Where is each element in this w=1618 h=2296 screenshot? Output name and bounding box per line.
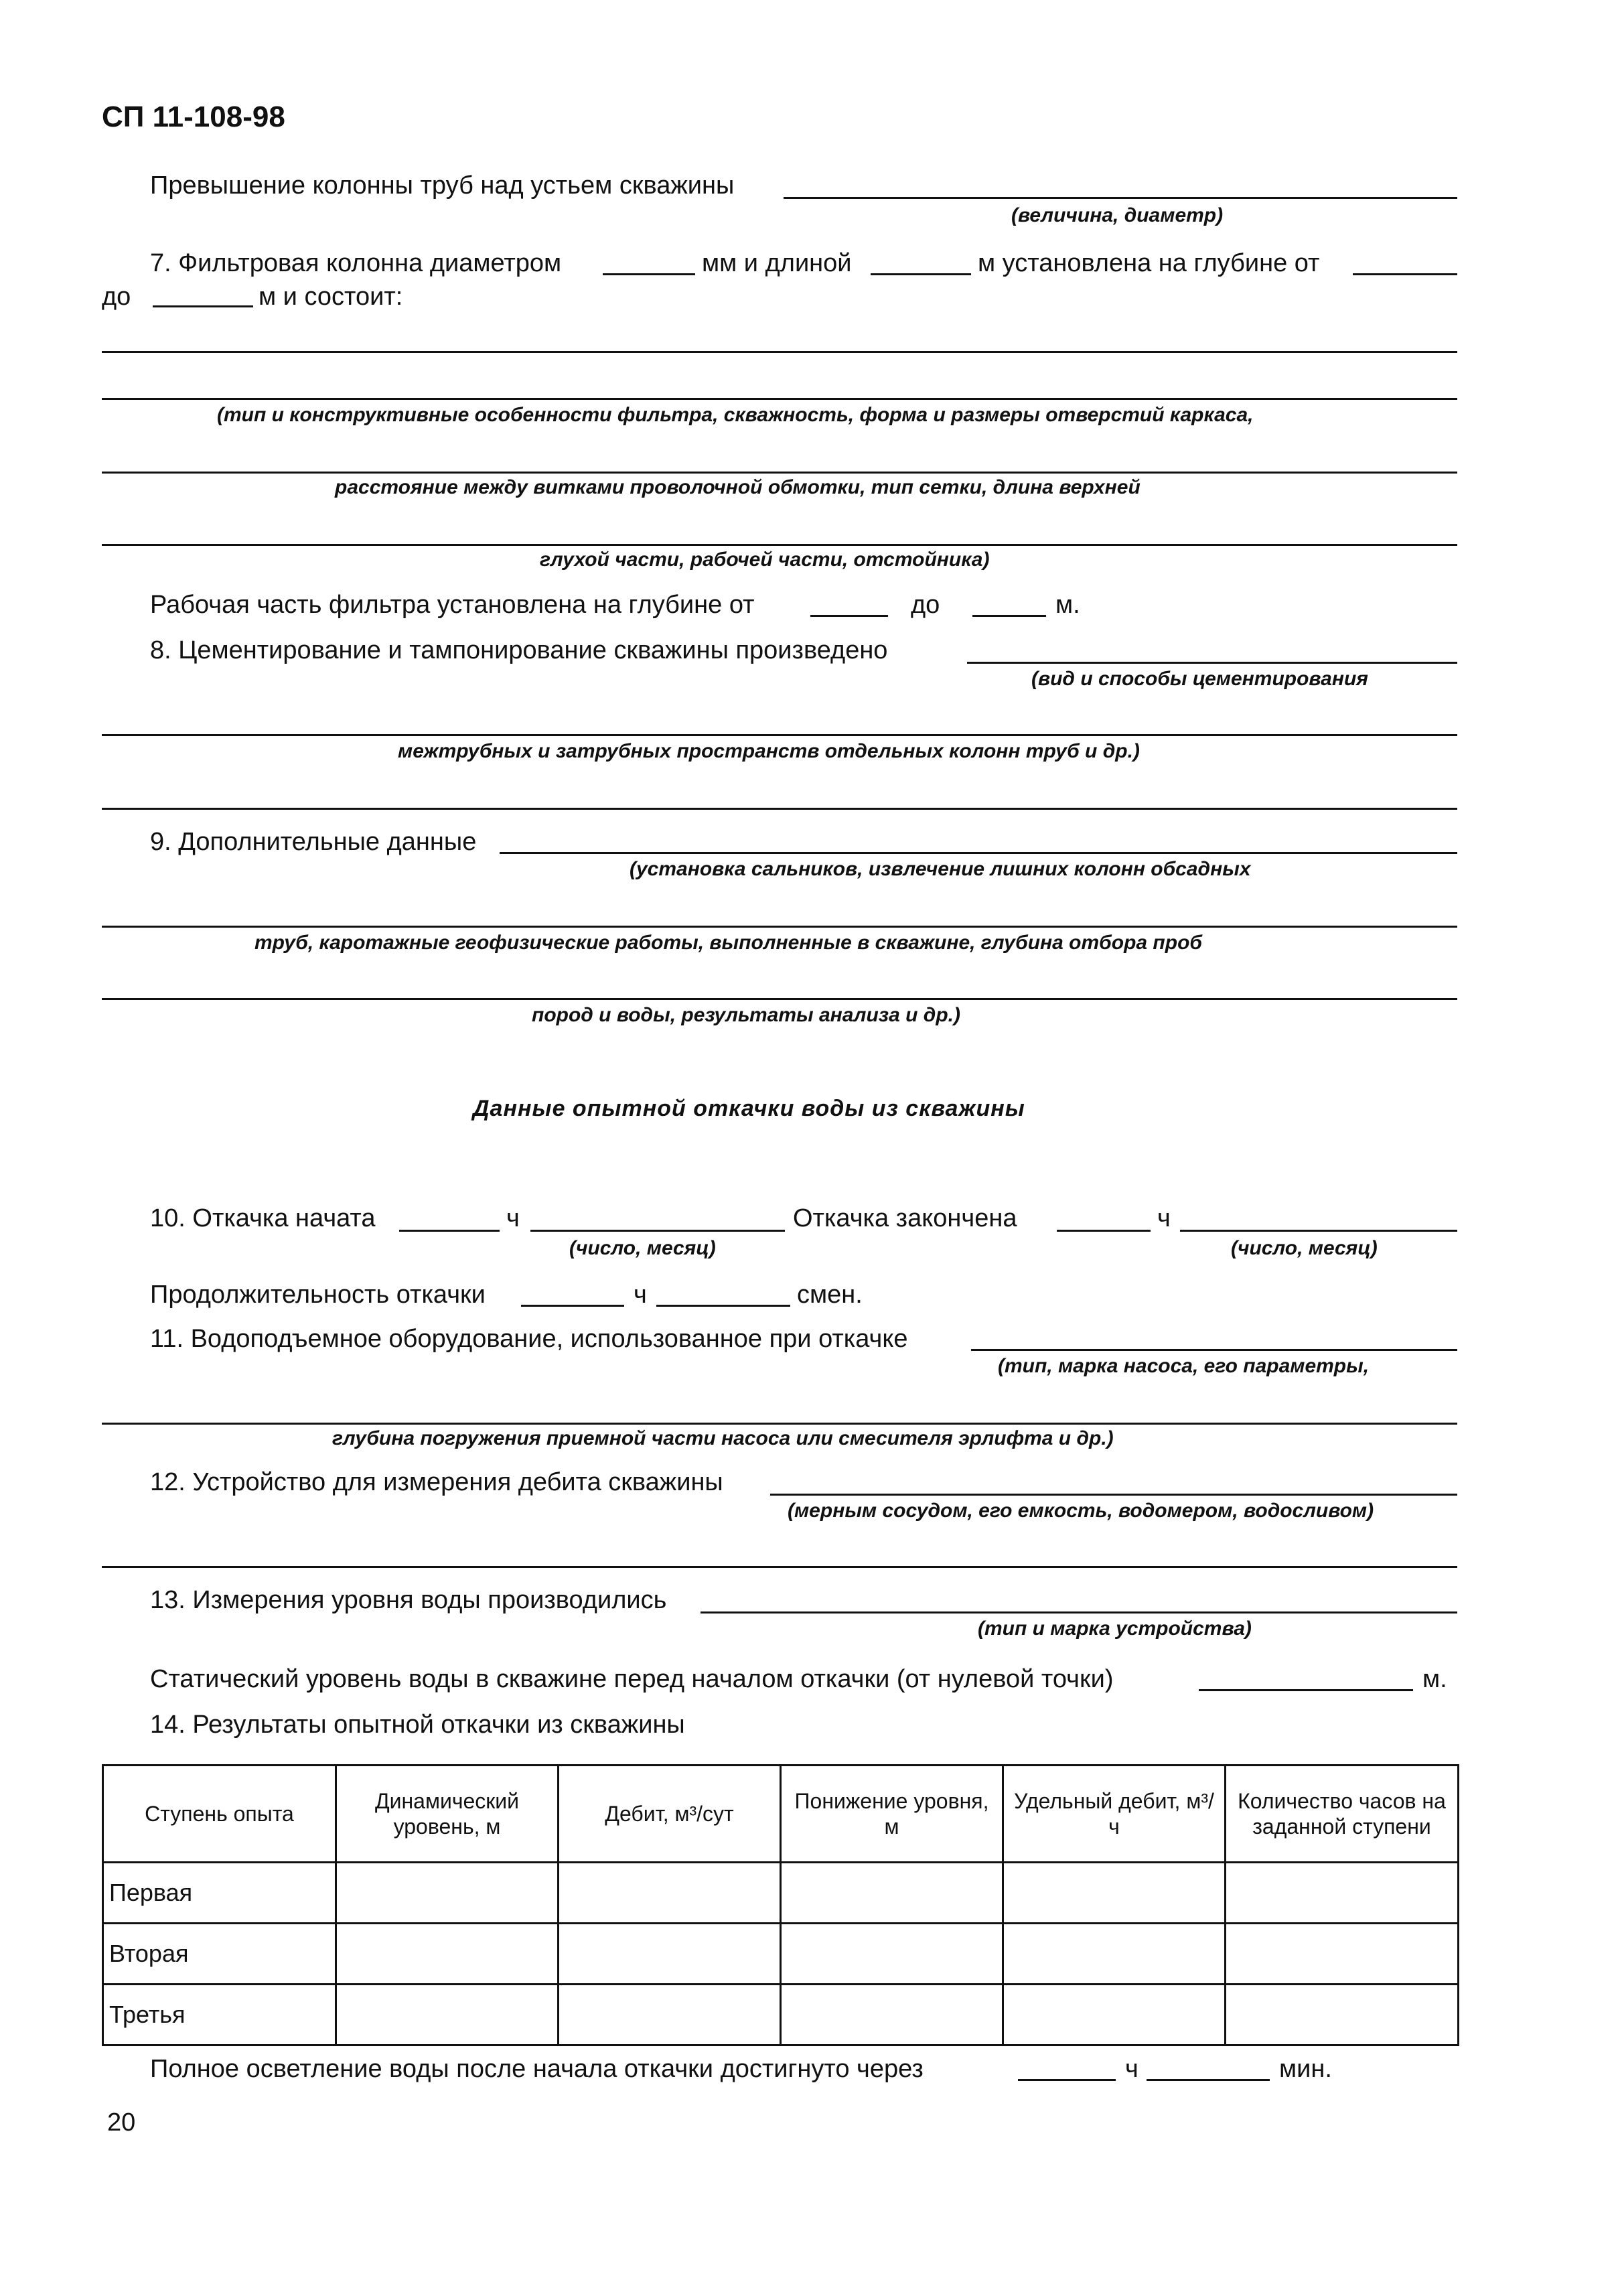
casing-excess-field[interactable] <box>784 197 1457 199</box>
table-cell[interactable] <box>336 1924 559 1985</box>
table-cell[interactable] <box>336 1863 559 1924</box>
item8-line-3[interactable] <box>102 808 1457 810</box>
table-row <box>103 1924 1459 1985</box>
item8-caption-2: межтрубных и затрубных пространств отдельных колонн труб и др.) <box>398 740 1140 762</box>
item8-line-2[interactable] <box>102 734 1457 736</box>
table-cell[interactable] <box>781 1863 1003 1924</box>
clarification-minutes-field[interactable] <box>1147 2079 1270 2081</box>
item9-line-2[interactable] <box>102 926 1457 928</box>
item12-caption-1: (мерным сосудом, его емкость, водомером, водосливом) <box>788 1500 1374 1522</box>
table-cell[interactable] <box>781 1985 1003 2046</box>
item10-hour-2: ч <box>1157 1204 1171 1232</box>
item11-line-2[interactable] <box>102 1423 1457 1425</box>
filter-diameter-field[interactable] <box>603 273 695 275</box>
working-part-text-1: Рабочая часть фильтра установлена на глубине от <box>150 591 755 619</box>
working-depth-from-field[interactable] <box>810 615 888 617</box>
item9-label: 9. Дополнительные данные <box>150 828 477 856</box>
header-dynamic-level: Динамический уровень, м <box>336 1766 559 1863</box>
header-hours-at-stage: Количество часов на заданной ступени <box>1226 1766 1459 1863</box>
item7-caption-1: (тип и конструктивные особенности фильтра, скважность, форма и размеры отверстий каркаса, <box>217 404 1254 426</box>
header-drawdown: Понижение уровня, м <box>781 1766 1003 1863</box>
item11-label: 11. Водоподъемное оборудование, использованное при откачке <box>150 1325 908 1353</box>
item9-line-3[interactable] <box>102 998 1457 1000</box>
item10-start-label: 10. Откачка начата <box>150 1204 376 1232</box>
table-cell[interactable] <box>559 1985 781 2046</box>
working-part-text-3: м. <box>1055 591 1080 619</box>
section-title: Данные опытной откачки воды из скважины <box>473 1096 1025 1121</box>
table-cell[interactable] <box>1226 1924 1459 1985</box>
results-table <box>102 1764 1459 2046</box>
clarification-label: Полное осветление воды после начала откачки достигнуто через <box>150 2055 924 2083</box>
item13-caption-1: (тип и марка устройства) <box>978 1618 1252 1640</box>
casing-excess-caption: (величина, диаметр) <box>1011 204 1224 226</box>
item7-line-4[interactable] <box>102 544 1457 546</box>
static-level-unit: м. <box>1422 1665 1447 1693</box>
duration-hours-field[interactable] <box>521 1305 624 1307</box>
item7-line-2[interactable] <box>102 398 1457 400</box>
duration-shifts-unit: смен. <box>797 1281 863 1309</box>
table-cell[interactable] <box>1226 1863 1459 1924</box>
item7-line-3[interactable] <box>102 472 1457 474</box>
header-discharge: Дебит, м³/сут <box>559 1766 781 1863</box>
item10-hour-1: ч <box>506 1204 520 1232</box>
duration-shifts-field[interactable] <box>656 1305 790 1307</box>
filter-length-field[interactable] <box>871 273 971 275</box>
pump-start-date-field[interactable] <box>530 1230 785 1232</box>
table-cell[interactable] <box>559 1924 781 1985</box>
item9-caption-3: пород и воды, результаты анализа и др.) <box>532 1004 960 1026</box>
item7-text-2: мм и длиной <box>702 249 852 277</box>
header-stage: Ступень опыта <box>103 1766 336 1863</box>
table-cell[interactable] <box>1003 1863 1226 1924</box>
item7-text-4: до <box>102 283 131 311</box>
duration-label: Продолжительность откачки <box>150 1281 486 1309</box>
table-cell[interactable] <box>336 1985 559 2046</box>
clarification-min-unit: мин. <box>1279 2055 1332 2083</box>
row-stage-label: Третья <box>103 1985 336 2046</box>
item8-label: 8. Цементирование и тампонирование скважины произведено <box>150 636 888 664</box>
working-depth-to-field[interactable] <box>972 615 1046 617</box>
item7-caption-3: глухой части, рабочей части, отстойника) <box>540 549 990 571</box>
table-row <box>103 1863 1459 1924</box>
row-stage-label: Вторая <box>103 1924 336 1985</box>
working-part-text-2: до <box>911 591 940 619</box>
item11-caption-2: глубина погружения приемной части насоса или смесителя эрлифта и др.) <box>332 1427 1114 1449</box>
table-cell[interactable] <box>781 1924 1003 1985</box>
static-level-field[interactable] <box>1199 1689 1413 1691</box>
document-code: СП 11-108-98 <box>102 100 285 133</box>
item13-label: 13. Измерения уровня воды производились <box>150 1586 667 1614</box>
table-cell[interactable] <box>1003 1985 1226 2046</box>
item9-caption-1: (установка сальников, извлечение лишних колонн обсадных <box>630 858 1251 880</box>
row-stage-label: Первая <box>103 1863 336 1924</box>
pump-start-hour-field[interactable] <box>399 1230 500 1232</box>
item8-caption-1: (вид и способы цементирования <box>1031 668 1368 690</box>
table-cell[interactable] <box>1226 1985 1459 2046</box>
table-row <box>103 1985 1459 2046</box>
item7-caption-2: расстояние между витками проволочной обмотки, тип сетки, длина верхней <box>335 476 1141 498</box>
item8-field[interactable] <box>967 662 1457 664</box>
item10-end-label: Откачка закончена <box>793 1204 1017 1232</box>
item7-text-3: м установлена на глубине от <box>978 249 1320 277</box>
static-level-label: Статический уровень воды в скважине перед началом откачки (от нулевой точки) <box>150 1665 1114 1693</box>
table-cell[interactable] <box>1003 1924 1226 1985</box>
clarification-hour-unit: ч <box>1125 2055 1138 2083</box>
pump-end-date-field[interactable] <box>1180 1230 1457 1232</box>
table-cell[interactable] <box>559 1863 781 1924</box>
item11-caption-1: (тип, марка насоса, его параметры, <box>998 1355 1370 1377</box>
item10-caption-left: (число, месяц) <box>569 1237 716 1259</box>
item12-line-2[interactable] <box>102 1566 1457 1568</box>
item10-caption-right: (число, месяц) <box>1231 1237 1378 1259</box>
item13-field[interactable] <box>701 1611 1457 1613</box>
item14-label: 14. Результаты опытной откачки из скважины <box>150 1711 685 1739</box>
clarification-hours-field[interactable] <box>1018 2079 1116 2081</box>
item9-caption-2: труб, каротажные геофизические работы, выполненные в скважине, глубина отбора проб <box>254 932 1202 954</box>
item12-field[interactable] <box>770 1494 1457 1496</box>
item7-text-1: 7. Фильтровая колонна диаметром <box>150 249 562 277</box>
page-number: 20 <box>107 2108 136 2137</box>
item7-text-5: м и состоит: <box>259 283 403 311</box>
filter-depth-from-field[interactable] <box>1353 273 1457 275</box>
item12-label: 12. Устройство для измерения дебита скважины <box>150 1468 723 1496</box>
item7-line-1[interactable] <box>102 351 1457 353</box>
item9-field[interactable] <box>500 852 1457 854</box>
item11-field[interactable] <box>971 1349 1457 1351</box>
header-specific-discharge: Удельный дебит, м³/ч <box>1003 1766 1226 1863</box>
table-header-row <box>103 1766 1459 1863</box>
casing-excess-label: Превышение колонны труб над устьем скважины <box>150 171 735 200</box>
pump-end-hour-field[interactable] <box>1057 1230 1151 1232</box>
duration-hour-unit: ч <box>634 1281 647 1309</box>
filter-depth-to-field[interactable] <box>153 305 253 307</box>
